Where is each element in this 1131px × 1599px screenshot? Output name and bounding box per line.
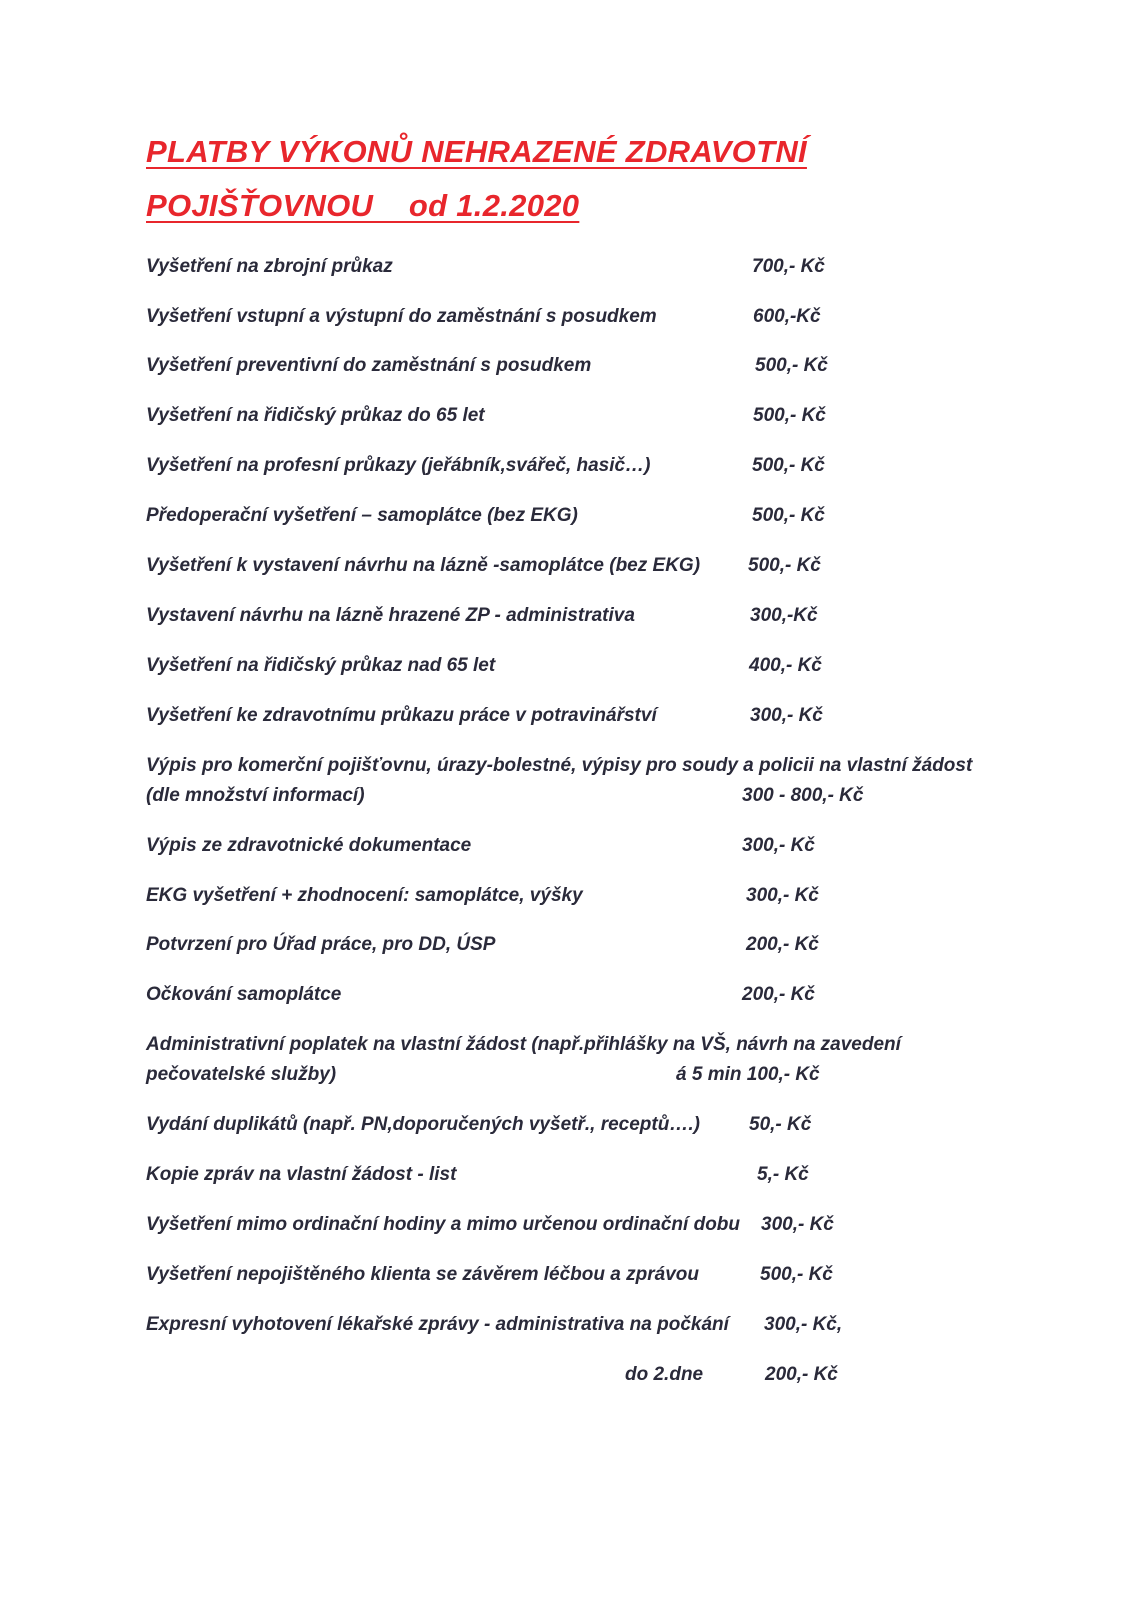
price-row	[0, 1364, 1131, 1394]
service-description: Vyšetření na profesní průkazy (jeřábník,svářeč, hasič…)	[146, 455, 651, 476]
service-description: Vyšetření vstupní a výstupní do zaměstnání s posudkem	[146, 306, 657, 327]
price-row	[0, 505, 1131, 535]
service-price: 500,- Kč	[752, 505, 825, 526]
price-row	[0, 1314, 1131, 1344]
service-price: 50,- Kč	[749, 1114, 812, 1135]
service-description: Vyšetření mimo ordinační hodiny a mimo určenou ordinační dobu	[146, 1214, 741, 1235]
price-row	[0, 405, 1131, 435]
price-row	[0, 1214, 1131, 1244]
price-row	[0, 355, 1131, 385]
price-row	[0, 1114, 1131, 1144]
service-description: Vyšetření na zbrojní průkaz	[146, 256, 393, 277]
price-row	[0, 605, 1131, 635]
service-price: 300,- Kč	[761, 1214, 834, 1235]
admin-fee-line2: pečovatelské služby)	[146, 1064, 337, 1085]
service-description: Vyšetření nepojištěného klienta se závěrem léčbou a zprávou	[146, 1264, 699, 1285]
service-description: Vydání duplikátů (např. PN,doporučených vyšetř., receptů….)	[146, 1114, 700, 1135]
service-price: 200,- Kč	[742, 984, 815, 1005]
statement-line1: Výpis pro komerční pojišťovnu, úrazy-bolestné, výpisy pro soudy a policii na vlastní žádost	[146, 755, 973, 776]
price-row	[0, 655, 1131, 685]
service-description: do 2.dne	[625, 1364, 704, 1385]
service-price: 300,-Kč	[750, 605, 818, 626]
service-description: Vyšetření preventivní do zaměstnání s posudkem	[146, 355, 592, 376]
service-description: Předoperační vyšetření – samoplátce (bez EKG)	[146, 505, 578, 526]
statement-price: 300 - 800,- Kč	[742, 785, 864, 806]
service-price: 5,- Kč	[757, 1164, 809, 1185]
admin-fee-price: á 5 min 100,- Kč	[676, 1064, 820, 1085]
service-price: 600,-Kč	[753, 306, 821, 327]
service-price: 500,- Kč	[748, 555, 821, 576]
admin-fee-row	[0, 1034, 1131, 1094]
price-row	[0, 555, 1131, 585]
admin-fee-line1: Administrativní poplatek na vlastní žádost (např.přihlášky na VŠ, návrh na zavedení	[146, 1034, 901, 1055]
price-row	[0, 1164, 1131, 1194]
statement-line2: (dle množství informací)	[146, 785, 365, 806]
service-price: 500,- Kč	[755, 355, 828, 376]
service-description: Výpis ze zdravotnické dokumentace	[146, 835, 472, 856]
service-price: 500,- Kč	[760, 1264, 833, 1285]
service-price: 300,- Kč	[742, 835, 815, 856]
service-description: EKG vyšetření + zhodnocení: samoplátce, výšky	[146, 885, 583, 906]
price-row	[0, 835, 1131, 865]
service-description: Očkování samoplátce	[146, 984, 342, 1005]
service-price: 300,- Kč	[750, 705, 823, 726]
price-row	[0, 984, 1131, 1014]
service-description: Vyšetření na řidičský průkaz nad 65 let	[146, 655, 496, 676]
page-title-line1: PLATBY VÝKONŮ NEHRAZENÉ ZDRAVOTNÍ	[146, 134, 807, 169]
price-row	[0, 885, 1131, 915]
service-description: Vyšetření k vystavení návrhu na lázně -samoplátce (bez EKG)	[146, 555, 701, 576]
price-row	[0, 705, 1131, 735]
service-price: 700,- Kč	[752, 256, 825, 277]
price-row	[0, 455, 1131, 485]
price-row	[0, 256, 1131, 286]
service-description: Potvrzení pro Úřad práce, pro DD, ÚSP	[146, 934, 496, 955]
price-row	[0, 306, 1131, 336]
page-title-line2: POJIŠŤOVNOU od 1.2.2020	[146, 188, 580, 223]
service-price: 200,- Kč	[746, 934, 819, 955]
service-description: Vyšetření na řidičský průkaz do 65 let	[146, 405, 485, 426]
service-price: 400,- Kč	[749, 655, 822, 676]
service-price: 200,- Kč	[765, 1364, 838, 1385]
service-description: Vyšetření ke zdravotnímu průkazu práce v potravinářství	[146, 705, 657, 726]
service-description: Expresní vyhotovení lékařské zprávy - administrativa na počkání	[146, 1314, 729, 1335]
service-price: 500,- Kč	[753, 405, 826, 426]
statement-row	[0, 755, 1131, 815]
service-price: 500,- Kč	[752, 455, 825, 476]
price-row	[0, 1264, 1131, 1294]
service-description: Vystavení návrhu na lázně hrazené ZP - administrativa	[146, 605, 635, 626]
service-description: Kopie zpráv na vlastní žádost - list	[146, 1164, 457, 1185]
service-price: 300,- Kč,	[764, 1314, 843, 1335]
service-price: 300,- Kč	[746, 885, 819, 906]
price-row	[0, 934, 1131, 964]
